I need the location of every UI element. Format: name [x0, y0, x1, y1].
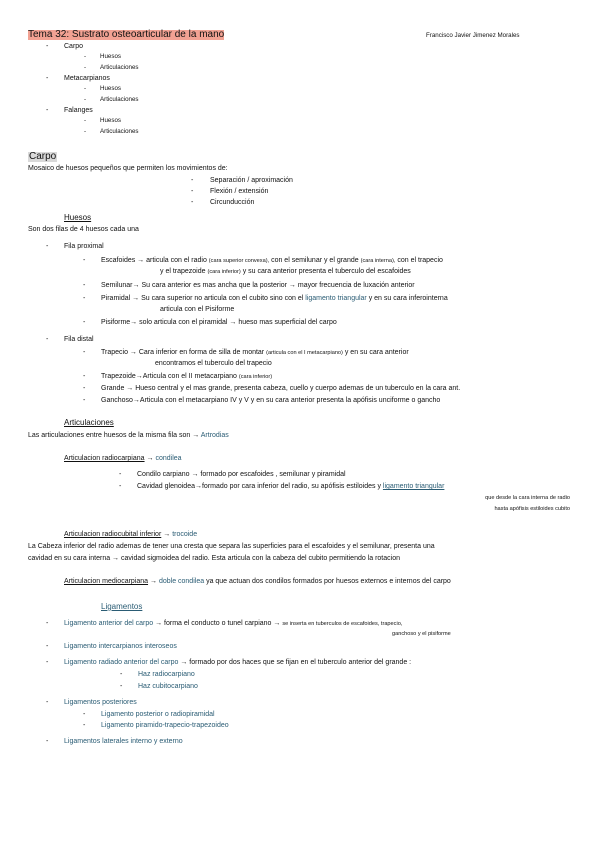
- bullet: -: [83, 711, 86, 718]
- bullet: -: [84, 85, 87, 92]
- ligamentos-heading: Ligamentos: [101, 602, 143, 611]
- trapezoide-note: (cara inferior): [238, 374, 273, 380]
- piramidal-line: [101, 295, 448, 302]
- cavidad-text: Cavidad glenoidea→formado por cara inferior del radio, su apófisis estiloides y: [137, 483, 381, 490]
- carpo-intro: Mosaico de huesos pequeños que permiten los movimientos de:: [28, 165, 228, 172]
- index-falanges: Falanges: [64, 107, 93, 114]
- escafoides-text: Escafoides → articula con el radio: [101, 257, 207, 264]
- bullet: -: [46, 738, 49, 745]
- bullet: -: [83, 319, 86, 326]
- escafoides-line-2: [160, 268, 411, 276]
- ligamento-posterior-item[interactable]: Ligamento posterior o radiopiramidal: [101, 711, 215, 718]
- index-item: Huesos: [100, 85, 121, 92]
- haz-item[interactable]: Haz cubitocarpiano: [138, 683, 198, 690]
- huesos-heading: Huesos: [64, 213, 92, 222]
- bullet: -: [191, 199, 194, 206]
- bullet: -: [83, 349, 86, 356]
- bullet: -: [120, 683, 123, 690]
- index-item: Articulaciones: [100, 96, 139, 103]
- ligamento-anterior-line: [64, 620, 402, 628]
- ligamento-posterior-item[interactable]: Ligamento piramido-trapecio-trapezoideo: [101, 722, 229, 729]
- cavidad-glenoidea-line: [137, 483, 444, 490]
- escafoides-line: [101, 257, 443, 265]
- fila-distal-label: Fila distal: [64, 336, 94, 343]
- ligamento-triangular-link[interactable]: ligamento triangular: [382, 483, 445, 490]
- bullet: -: [83, 385, 86, 392]
- trapecio-text: y en su cara anterior: [344, 349, 409, 356]
- ligamento-anterior-note: ganchoso y el pisiforme: [392, 631, 451, 637]
- ligamento-radiado-text: → formado por dos haces que se fijan en el tuberculo anterior del grande :: [180, 659, 412, 666]
- mediocarpiana-text: ya que actuan dos condilos formados por huesos externos e internos del carpo: [206, 578, 451, 585]
- ganchoso-text: Ganchoso→Articula con el metacarpiano IV y V y en su cara anterior presenta la apófisis unciforme o gancho: [101, 397, 441, 404]
- articulaciones-intro: [28, 432, 229, 439]
- piramidal-text: Piramidal → Su cara superior no articula con el cubito sino con el: [101, 295, 304, 302]
- mediocarpiana-line: [64, 578, 451, 585]
- bullet: -: [83, 722, 86, 729]
- trapecio-line-2: encontramos el tuberculo del trapecio: [155, 360, 272, 367]
- index-carpo: Carpo: [64, 43, 84, 50]
- bullet: -: [83, 295, 86, 302]
- doble-condilea-link[interactable]: doble condilea: [158, 578, 205, 585]
- piramidal-line-2: articula con el Pisiforme: [160, 306, 235, 313]
- bullet: -: [84, 117, 87, 124]
- bullet: -: [120, 671, 123, 678]
- articulaciones-heading: Articulaciones: [64, 418, 114, 427]
- index-item: Huesos: [100, 117, 121, 124]
- trapezoide-line: [101, 373, 272, 381]
- bullet: -: [191, 177, 194, 184]
- bullet: -: [46, 643, 49, 650]
- arrow: →: [146, 455, 154, 462]
- bullet: -: [83, 282, 86, 289]
- escafoides-note: (cara inferior): [207, 269, 241, 275]
- escafoides-text: y su cara anterior presenta el tuberculo del escafoides: [242, 268, 411, 275]
- ligamento-anterior-text: → forma el conducto o tunel carpiano →: [155, 620, 281, 627]
- bullet: -: [46, 699, 49, 706]
- movement-item: Flexión / extensión: [210, 188, 269, 195]
- bullet: -: [46, 659, 49, 666]
- bullet: -: [84, 64, 87, 71]
- ligamento-radiado-link[interactable]: Ligamento radiado anterior del carpo: [64, 659, 179, 666]
- index-item: Articulaciones: [100, 64, 139, 71]
- pisiforme-text: Pisiforme→ solo articula con el piramidal → hueso mas superficial del carpo: [101, 319, 337, 326]
- cavidad-note: que desde la cara interna de radio: [485, 495, 570, 501]
- radiocubital-label: Articulacion radiocubital inferior: [64, 531, 162, 538]
- cavidad-note: hasta apófisis estiloides cubito: [494, 506, 570, 512]
- bullet: -: [46, 620, 49, 627]
- bullet: -: [83, 397, 86, 404]
- trocoide-link[interactable]: trocoide: [172, 531, 198, 538]
- escafoides-text: y el trapezoide: [160, 268, 206, 275]
- movement-item: Circunducción: [210, 199, 255, 206]
- bullet: -: [191, 188, 194, 195]
- trapecio-text: Trapecio → Cara inferior en forma de silla de montar: [101, 349, 265, 356]
- ligamento-triangular-link[interactable]: ligamento triangular: [305, 295, 367, 302]
- bullet: -: [84, 128, 87, 135]
- escafoides-note: (cara superior convexa),: [208, 258, 270, 264]
- huesos-intro: Son dos filas de 4 huesos cada una: [28, 226, 139, 233]
- piramidal-text: y en su cara inferointerna: [368, 295, 448, 302]
- artrodias-link[interactable]: Artrodias: [200, 432, 229, 439]
- index-item: Huesos: [100, 53, 121, 60]
- condilea-link[interactable]: condilea: [155, 455, 182, 462]
- semilunar-text: Semilunar→ Su cara anterior es mas ancha que la posterior → mayor frecuencia de luxación anterior: [101, 282, 415, 289]
- ligamento-intercarpianos-link[interactable]: Ligamento intercarpianos interoseos: [64, 643, 177, 650]
- trapecio-line: [101, 349, 409, 357]
- trapecio-note: (articula con el I metacarpiano): [266, 350, 343, 356]
- arrow: →: [150, 578, 157, 585]
- escafoides-text: con el semilunar y el grande: [271, 257, 359, 264]
- movement-item: Separación / aproximación: [210, 177, 293, 184]
- bullet: -: [119, 471, 122, 478]
- escafoides-text: con el trapecio: [397, 257, 443, 264]
- mediocarpiana-label: Articulacion mediocarpiana: [64, 578, 149, 585]
- radiocarpiana-line: [64, 455, 182, 462]
- bullet: -: [84, 96, 87, 103]
- bullet: -: [83, 373, 86, 380]
- bullet: -: [84, 53, 87, 60]
- radiocubital-paragraph: cavidad en su cara interna → cavidad sigmoidea del radio. Esta articula con la cabeza del cubito permitiendo la rotacion: [28, 555, 400, 562]
- arrow: →: [163, 531, 171, 538]
- haz-item[interactable]: Haz radiocarpiano: [138, 671, 195, 678]
- bullet: -: [46, 75, 49, 82]
- fila-proximal-label: Fila proximal: [64, 243, 104, 250]
- page-title: Tema 32: Sustrato osteoarticular de la mano: [28, 29, 225, 40]
- condilo-carpiano-text: Condilo carpiano → formado por escafoides , semilunar y piramidal: [137, 471, 346, 478]
- bullet: -: [46, 336, 49, 343]
- intro-text: Las articulaciones entre huesos de la misma fila son →: [28, 432, 200, 439]
- bullet: -: [83, 257, 86, 264]
- ligamentos-laterales-link[interactable]: Ligamentos laterales interno y externo: [64, 738, 183, 745]
- ligamento-radiado-line: [64, 659, 411, 666]
- author-name: Francisco Javier Jimenez Morales: [426, 32, 520, 39]
- bullet: -: [119, 483, 122, 490]
- ligamento-anterior-link[interactable]: Ligamento anterior del carpo: [64, 620, 154, 627]
- index-item: Articulaciones: [100, 128, 139, 135]
- radiocubital-paragraph: La Cabeza inferior del radio ademas de tener una cresta que separa las superficies para el escafoides y el semilunar, presenta una: [28, 543, 435, 550]
- bullet: -: [46, 243, 49, 250]
- radiocarpiana-label: Articulacion radiocarpiana: [64, 455, 145, 462]
- bullet: -: [46, 43, 49, 50]
- bullet: -: [46, 107, 49, 114]
- radiocubital-line: [64, 531, 197, 538]
- trapezoide-text: Trapezoide→Articula con el II metacarpiano: [101, 373, 237, 380]
- ligamento-anterior-note: se inserta en tuberculos de escafoides, trapecio,: [282, 621, 403, 627]
- escafoides-note: (cara interna),: [360, 258, 396, 264]
- index-metacarpianos: Metacarpianos: [64, 75, 110, 82]
- carpo-heading: Carpo: [29, 151, 57, 162]
- ligamentos-posteriores-link[interactable]: Ligamentos posteriores: [64, 699, 137, 706]
- grande-text: Grande → Hueso central y el mas grande, presenta cabeza, cuello y cuerpo ademas de un tuberculo en la cara ant.: [101, 385, 461, 392]
